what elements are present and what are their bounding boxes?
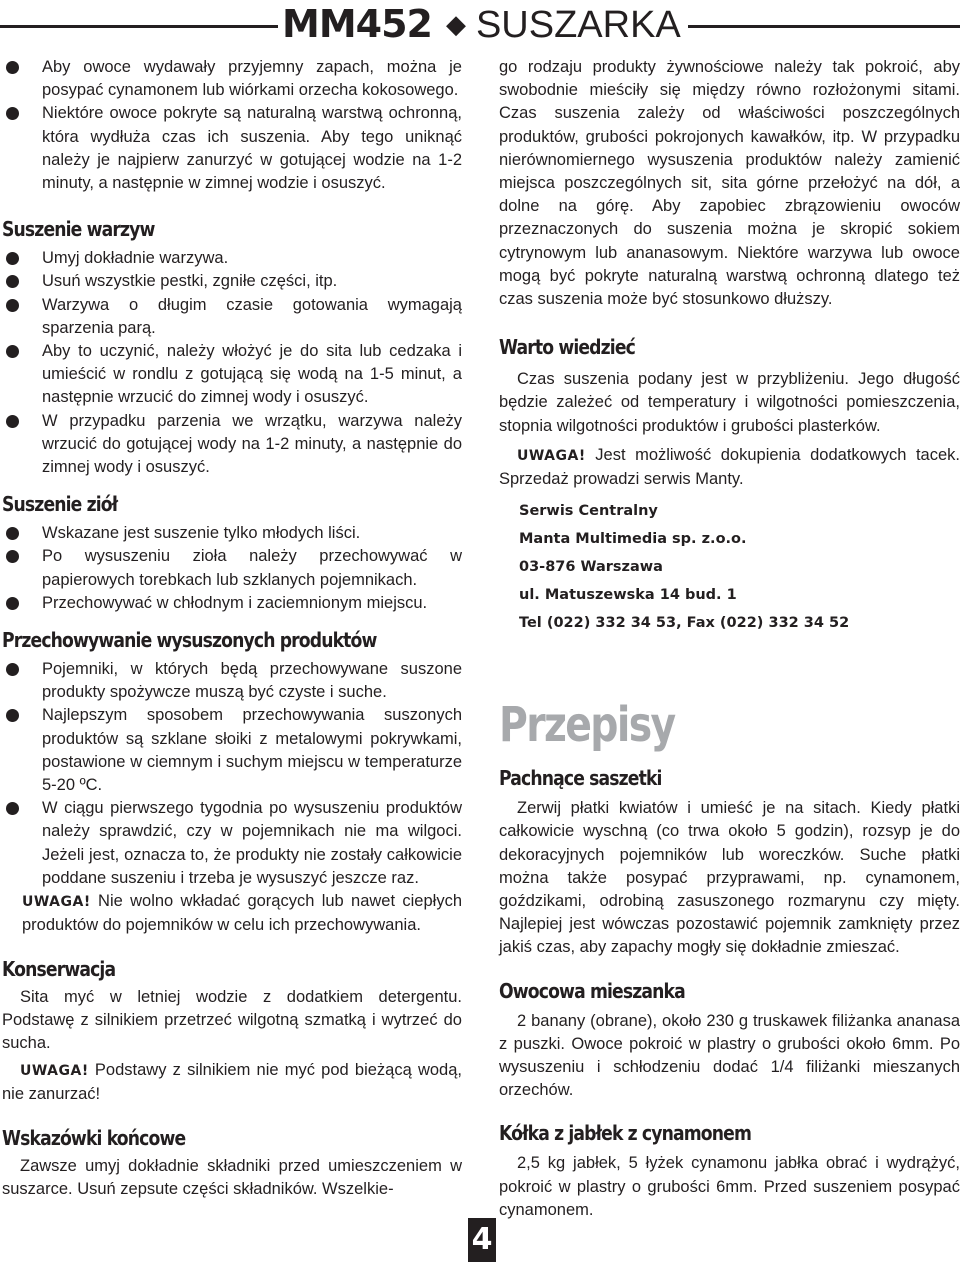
recipe-text: Zerwij płatki kwiatów i umieść je na sitach. Kiedy płatki całkowicie wyschną (co trwa około 5 godzin), rozsyp je do dekoracyjnych pojemników lub woreczków. Suche płatki można także posypać przyprawami, np. cynamonem, goździkami, odrobiną zasuszonego rozmarynu czy mięty. Najlepiej jest wówczas pozostawić pojemnik zamknięty przez jakiś czas, aby zapachy mogły się dokładnie zmieszać.	[499, 799, 960, 957]
page-header	[0, 0, 960, 46]
diamond-icon: ◆	[445, 9, 466, 39]
contact-line: Manta Multimedia sp. z.o.o.	[519, 531, 747, 548]
intro-bullets	[2, 56, 462, 195]
list-item: W ciągu pierwszego tygodnia po wysuszeniu produktów należy sprawdzić, czy w pojemnikach nie ma wilgoci. Jeżeli jest, oznacza to, że produkty nie zostały całkowicie poddane suszeniu i trzeba je wysuszyć jeszcze raz.	[2, 797, 462, 890]
maintenance-warning	[2, 1059, 462, 1106]
product-name: SUSZARKA	[475, 4, 681, 46]
list-item: Umyj dokładnie warzywa.	[2, 247, 462, 270]
header-rule-right	[688, 25, 960, 28]
maintenance-text: Sita myć w letniej wodzie z dodatkiem detergentu. Podstawę z silnikiem przetrzeć wilgotną szmatką i wytrzeć do sucha.	[2, 987, 462, 1052]
continued-text: go rodzaju produkty żywnościowe należy tak pokroić, aby swobodnie mieściły się między równo rozłożonymi sitami. Czas suszenia zależy od właściwości poszczególnych produktów, grubości pokrojonych kawałków, itp. W przypadku nierównomiernego wysuszenia produktów należy zamienić miejsca poszczególnych sit, sita górne przełożyć na dół, a dolne na górę. Aby zapobiec zbrązowieniu owoców przeznaczonych do suszenia można je skropić sokiem cytrynowym lub ananasowym. Niektóre warzywa lub owoce mogą być pokryte naturalną warstwą ochronną dlatego też czas suszenia może być stosunkowo dłuższy.	[499, 58, 960, 309]
warning-text: Podstawy z silnikiem nie myć pod bieżącą wodą, nie zanurzać!	[2, 1061, 462, 1104]
final-heading: Wskazówki końcowe	[2, 1125, 186, 1150]
contact-line: Tel (022) 332 34 53, Fax (022) 332 34 52	[519, 615, 850, 632]
storage-warning	[2, 890, 462, 937]
recipes-heading: Przepisy	[499, 697, 675, 754]
contact-line: Serwis Centralny	[519, 503, 658, 520]
recipe-heading: Owocowa mieszanka	[499, 978, 685, 1003]
list-item: Przechowywać w chłodnym i zaciemnionym miejscu.	[2, 592, 462, 615]
list-item: Warzywa o długim czasie gotowania wymagają sparzenia parą.	[2, 294, 462, 340]
page-number: 4	[471, 1222, 493, 1257]
model-number: MM452	[282, 2, 432, 46]
warning-text: Jest możliwość dokupienia dodatkowych tacek. Sprzedaż prowadzi serwis Manty.	[499, 445, 960, 489]
contact-line: 03-876 Warszawa	[519, 559, 663, 576]
herb-bullets	[2, 522, 462, 615]
right-column	[499, 56, 960, 1222]
left-column	[2, 56, 462, 1201]
list-item: Niektóre owoce pokryte są naturalną warstwą ochronną, która wydłuża czas ich suszenia. Aby tego uniknąć należy je najpierw zanurzyć w gotującej wodzie na 1-2 minuty, a następnie w zimnej wodzie i osuszyć.	[2, 102, 462, 195]
storage-heading: Przechowywanie wysuszonych produktów	[2, 628, 377, 653]
recipe-heading: Kółka z jabłek z cynamonem	[499, 1121, 752, 1146]
final-text: Zawsze umyj dokładnie składniki przed umieszczeniem w suszarce. Usuń zepsute części składników. Wszelkie-	[2, 1156, 462, 1198]
page-number-box	[468, 1218, 496, 1262]
list-item: Po wysuszeniu zioła należy przechowywać w papierowych torebkach lub szklanych pojemnikach.	[2, 545, 462, 591]
header-rule-left	[0, 25, 278, 28]
recipe-text: 2 banany (obrane), około 230 g truskawek filiżanka ananasa z puszki. Owoce pokroić w plastry o grubości około 6mm. Po wysuszeniu i schłodzeniu dodać 1/4 filiżanki mieszanych orzechów.	[499, 1011, 960, 1100]
list-item: Usuń wszystkie pestki, zgniłe części, itp.	[2, 270, 462, 293]
info-text: Czas suszenia podany jest w przybliżeniu. Jego długość będzie zależeć od temperatury i wilgotności pomieszczenia, stopnia wilgotności produktów i grubości plasterków.	[499, 370, 960, 435]
list-item: Pojemniki, w których będą przechowywane suszone produkty spożywcze muszą być czyste i suche.	[2, 658, 462, 704]
list-item: Aby owoce wydawały przyjemny zapach, można je posypać cynamonem lub wiórkami orzecha kokosowego.	[2, 56, 462, 102]
veg-heading: Suszenie warzyw	[2, 217, 155, 242]
list-item: Najlepszym sposobem przechowywania suszonych produktów są szklane słoiki z metalowymi pokrywkami, postawione w ciemnym i suchym miejscu w temperaturze 5-20 ºC.	[2, 704, 462, 797]
warning-text: Nie wolno wkładać gorących lub nawet ciepłych produktów do pojemników w celu ich przechowywania.	[22, 892, 462, 935]
storage-bullets	[2, 658, 462, 890]
header-title	[282, 2, 686, 46]
recipe-heading: Pachnące saszetki	[499, 766, 662, 791]
service-contact	[499, 497, 960, 637]
list-item: Aby to uczynić, należy włożyć je do sita lub cedzaka i umieścić w rondlu z gotującą się wodą na 1-5 minut, a następnie wrzucić do zimnej wody i osuszyć.	[2, 340, 462, 410]
maintenance-heading: Konserwacja	[2, 956, 116, 981]
warning-tag: UWAGA!	[22, 894, 91, 911]
warning-tag: UWAGA!	[517, 447, 586, 464]
info-heading: Warto wiedzieć	[499, 335, 635, 360]
info-warning	[499, 444, 960, 491]
list-item: Wskazane jest suszenie tylko młodych liści.	[2, 522, 462, 545]
herb-heading: Suszenie ziół	[2, 492, 118, 517]
contact-line: ul. Matuszewska 14 bud. 1	[519, 587, 737, 604]
warning-tag: UWAGA!	[20, 1063, 89, 1080]
veg-bullets	[2, 247, 462, 479]
list-item: W przypadku parzenia we wrzątku, warzywa należy wrzucić do gotującej wody na 1-2 minuty, a następnie do zimnej wody i osuszyć.	[2, 410, 462, 480]
recipe-text: 2,5 kg jabłek, 5 łyżek cynamonu jabłka obrać i wydrążyć, pokroić w plastry o grubości 6mm. Przed suszeniem posypać cynamonem.	[499, 1154, 960, 1219]
